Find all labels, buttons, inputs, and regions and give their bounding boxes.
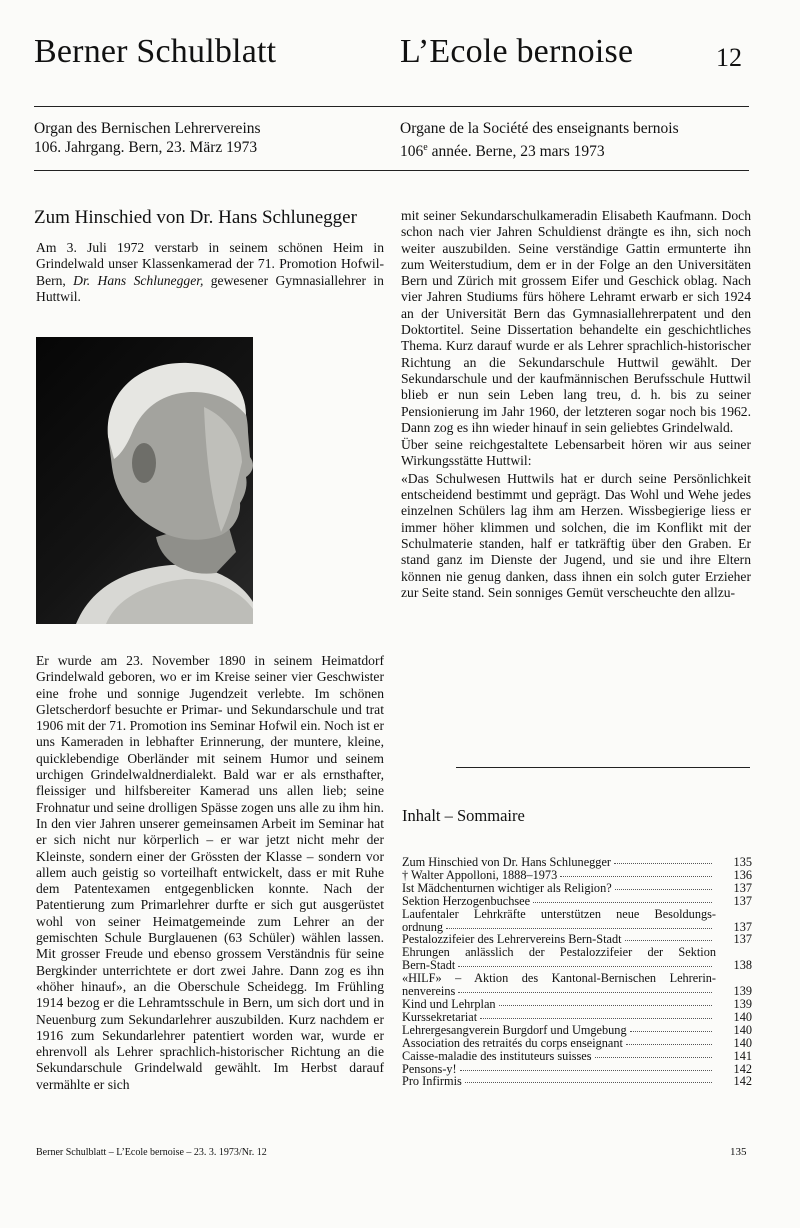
toc-entry-title-continued: ordnung (402, 919, 443, 934)
subheader-de-line1: Organ des Bernischen Lehrervereins (34, 120, 261, 137)
footer-credit: Berner Schulblatt – L’Ecole bernoise – 23. 3. 1973/Nr. 12 (36, 1147, 267, 1158)
masthead-rule (34, 106, 749, 107)
toc-entry-page: 137 (733, 919, 752, 934)
toc-leader-dots (458, 991, 712, 993)
toc-entry-title: Caisse-maladie des instituteurs suisses (402, 1048, 592, 1063)
toc-leader-dots (499, 1004, 712, 1006)
toc-entry-page: 140 (733, 1022, 752, 1037)
toc-entry-title: Kurssekretariat (402, 1009, 478, 1024)
toc-entry-page: 139 (733, 996, 752, 1011)
toc-entry-title: Ehrungen anlässlich der Pestalozzifeier der Sektion (402, 945, 716, 960)
toc-entry[interactable] (402, 869, 752, 882)
subheader-fr-line1: Organe de la Société des enseignants bernois (400, 120, 679, 137)
toc-entry-page: 142 (733, 1061, 752, 1076)
toc-leader-dots (626, 1043, 712, 1045)
toc-entry-page: 139 (733, 984, 752, 999)
article-body-left: Er wurde am 23. November 1890 in seinem Heimatdorf Grindelwald geboren, wo er im Kreise seiner vier Geschwister eine frohe und sonnige Jugendzeit verlebte. Im schönen Gletscherdorf besuchte er Primar- und Sekundarschule und trat 1906 mit der 71. Promotion ins Seminar Hofwil ein. Noch ist er uns Kameraden in lebhafter Erinnerung, der muntere, kleine, quicklebendige Oberländer mit seinem Humor und seinem urchigen Grindelwaldnerdialekt. Bald war er als ernsthafter, fleissiger und hilfsbereiter Kamerad uns allen lieb; seine Frohnatur und seine drolligen Spässe zogen uns alle zu ihm hin. In den vier Jahren unserer gemeinsamen Arbeit im Seminar hat er sich nicht nur körperlich – er war jetzt nicht mehr der Kleinste, sondern einer der Grössten der Klasse – sondern vor allem auch geistig so vorteilhaft entwickelt, dass er mit Ruhe dem Patentexamen entgegenblicken konnte. Nach der Patentierung zum Primarlehrer durfte er sich gut ausgerüstet wohl von seiner Heimatgemeinde zum Lehrer an der gemischten Schule Burglauenen (63 Schüler) wählen lassen. Mit grosser Freude und ebenso grossem Verständnis für seine Bergkinder unterrichtete er dort zwei Jahre. Dann zog es ihn «höher hinauf», an die Oberschule Scheidegg. Im Frühling 1914 bezog er die Lehramtsschule in Bern, um sich dort und in Neuenburg zum Sekundarlehrer auszubilden. Kurz nachdem er 1916 zum Sekundarlehrer patentiert worden war, wurde er ehrenvoll als Lehrer sprachlich-historischer Richtung an die Sekundarschule Grindelwald gewählt. Im Herbst darauf vermählte er sich (36, 653, 384, 1092)
toc-entry-title: Laufentaler Lehrkräfte unterstützen neue Besoldungs- (402, 906, 716, 921)
toc-entry[interactable] (402, 856, 752, 869)
issue-number: 12 (716, 43, 742, 72)
toc-entry-title: Pestalozzifeier des Lehrervereins Bern-Stadt (402, 932, 622, 947)
toc-list (402, 856, 752, 1088)
subheader-rule (34, 170, 749, 171)
toc-entry[interactable] (402, 972, 752, 998)
toc-entry-page: 142 (733, 1074, 752, 1089)
subheader-de-line2: 106. Jahrgang. Bern, 23. März 1973 (34, 139, 258, 156)
toc-entry-page: 136 (733, 867, 752, 882)
footer-page-number: 135 (730, 1146, 747, 1158)
toc-entry-title-continued: Bern-Stadt (402, 958, 456, 973)
toc-entry-page: 137 (733, 893, 752, 908)
toc-leader-dots (446, 927, 712, 929)
toc-leader-dots (614, 862, 712, 864)
toc-entry[interactable] (402, 1075, 752, 1088)
toc-entry[interactable] (402, 1011, 752, 1024)
toc-entry-title: Pensons-y! (402, 1061, 457, 1076)
toc-entry-title: Kind und Lehrplan (402, 996, 496, 1011)
subheader-fr-line2: 106e année. Berne, 23 mars 1973 (400, 142, 605, 161)
toc-entry-title: Lehrergesangverein Burgdorf und Umgebung (402, 1022, 627, 1037)
toc-entry-title: Sektion Herzogenbuchsee (402, 893, 531, 908)
article-body-right: mit seiner Sekundarschulkameradin Elisabeth Kaufmann. Doch schon nach vier Jahren Schuldienst drängte es ihn, sich noch weiter auszubilden. Seine verständige Gattin ermunterte ihn zum Weiterstudium, dem er in der Folge an den Universitäten Bern und Zürich mit grossem Eifer und Geschick oblag. Nach vier Jahren Studiums fürs höhere Lehramt erwarb er sich 1924 an der Universität Bern das Gymnasiallehrerpatent und den Doktortitel. Seine Dissertation behandelte ein geschichtliches Thema. Kurz darauf wurde er als Lehrer sprachlich-historischer Richtung an die Sekundarschule Huttwil gewählt. Der Sekundarschule und der kaufmännischen Berufsschule Huttwil blieb er nun sein Leben lang treu, d. h. bis zu seiner Pensionierung im Jahr 1960, der letzteren sogar noch bis 1962. Dann zog es ihn wieder hinauf in sein geliebtes Grindelwald. Über seine reichgestaltete Lebensarbeit hören wir aus seiner Wirkungsstätte Huttwil: «Das Schulwesen Huttwils hat er durch seine Persönlichkeit entscheidend bestimmt und geprägt. Das Wohl und Wehe jedes einzelnen Schülers lag ihm am Herzen. Wissbegierige liess er immer höher klimmen und solchen, die im Konflikt mit der Schulmaterie standen, half er tatkräftig über den Graben. Er stand ganz im Dienste der Jugend, und sie und ihre Eltern können nie genug danken, dass ihnen ein solch guter Erzieher zur Seite stand. Sein sonniges Gemüt verscheuchte den allzu- (401, 208, 751, 600)
toc-entry-title: Association des retraités du corps enseignant (402, 1035, 623, 1050)
toc-leader-dots (465, 1081, 712, 1083)
toc-leader-dots (533, 901, 712, 903)
toc-entry[interactable] (402, 882, 752, 895)
toc-leader-dots (458, 965, 712, 967)
toc-entry-page: 141 (733, 1048, 752, 1063)
portrait-photo (36, 337, 253, 624)
toc-leader-dots (595, 1056, 712, 1058)
toc-entry-title: «HILF» – Aktion des Kantonal-Bernischen Lehrerin- (402, 971, 716, 986)
toc-separator (456, 767, 750, 768)
masthead-title-de: Berner Schulblatt (34, 33, 277, 70)
toc-leader-dots (480, 1017, 712, 1019)
toc-entry-page: 137 (733, 880, 752, 895)
toc-entry[interactable] (402, 895, 752, 908)
toc-title: Inhalt – Sommaire (402, 806, 525, 825)
toc-entry-page: 137 (733, 932, 752, 947)
toc-entry-page: 140 (733, 1035, 752, 1050)
toc-leader-dots (625, 939, 712, 941)
article-title: Zum Hinschied von Dr. Hans Schlunegger (34, 207, 357, 228)
toc-entry-title: Ist Mädchenturnen wichtiger als Religion? (402, 880, 612, 895)
toc-entry[interactable] (402, 1024, 752, 1037)
masthead-title-fr: L’Ecole bernoise (400, 33, 634, 70)
toc-leader-dots (630, 1030, 712, 1032)
toc-entry-page: 138 (733, 958, 752, 973)
toc-entry[interactable] (402, 946, 752, 972)
toc-entry-title: Zum Hinschied von Dr. Hans Schlunegger (402, 855, 612, 869)
article-intro: Am 3. Juli 1972 verstarb in seinem schönen Heim in Grindelwald unser Klassenkamerad der 71. Promotion Hofwil-Bern, Dr. Hans Schlunegger, gewesener Gymnasiallehrer in Huttwil. (36, 240, 384, 304)
toc-entry[interactable] (402, 908, 752, 934)
toc-leader-dots (560, 875, 712, 877)
toc-entry-page: 135 (733, 855, 752, 869)
toc-entry-page: 140 (733, 1009, 752, 1024)
toc-entry[interactable] (402, 998, 752, 1011)
toc-entry[interactable] (402, 1037, 752, 1050)
toc-entry-title-continued: nenvereins (402, 984, 456, 999)
toc-entry-title: Pro Infirmis (402, 1074, 462, 1089)
toc-leader-dots (460, 1069, 712, 1071)
toc-entry[interactable] (402, 1050, 752, 1063)
toc-leader-dots (615, 888, 712, 890)
toc-entry-title: † Walter Appolloni, 1888–1973 (402, 867, 558, 882)
